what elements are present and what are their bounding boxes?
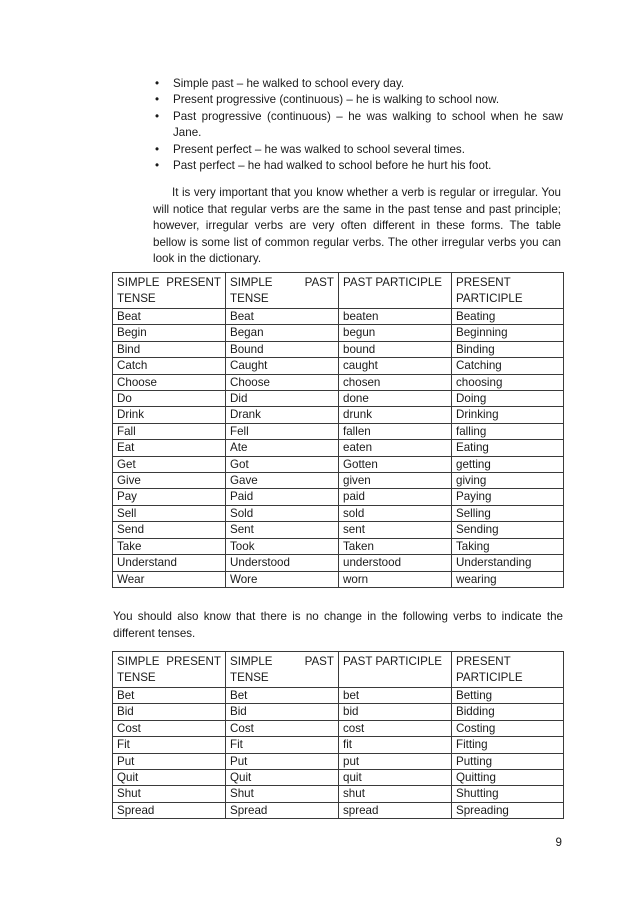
table-cell: Bet [113, 688, 226, 704]
table-row [113, 522, 564, 538]
table-cell: Do [113, 391, 226, 407]
table-cell: drunk [339, 407, 452, 423]
header-simple-present [113, 652, 226, 688]
bullet-text: Past perfect – he had walked to school before he hurt his foot. [173, 159, 492, 173]
header-text: TENSE [117, 671, 156, 684]
header-text: SIMPLE [117, 655, 160, 668]
table-cell: fit [339, 737, 452, 753]
bullet-icon: • [155, 77, 160, 90]
table-cell: Beat [113, 309, 226, 325]
table-cell: Paid [226, 489, 339, 505]
bullet-text: Past progressive (continuous) – he was walking to school when he saw Jane. [173, 109, 563, 140]
bullet-text: Present perfect – he was walked to school several times. [173, 142, 465, 156]
table-row [113, 688, 564, 704]
table-row [113, 358, 564, 374]
table-cell: begun [339, 325, 452, 341]
table-cell: getting [452, 456, 564, 472]
header-text: TENSE [230, 671, 269, 684]
table-row [113, 505, 564, 521]
table-cell: Bid [226, 704, 339, 720]
table-body [113, 688, 564, 819]
table-cell: spread [339, 802, 452, 818]
table-cell: Fitting [452, 737, 564, 753]
table-cell: Betting [452, 688, 564, 704]
table-row [113, 407, 564, 423]
table-cell: shut [339, 786, 452, 802]
bullet-icon: • [155, 159, 160, 173]
table-cell: bet [339, 688, 452, 704]
table-cell: Putting [452, 753, 564, 769]
header-text: PRESENT [456, 276, 511, 289]
table-cell: Catching [452, 358, 564, 374]
bullet-text: Present progressive (continuous) – he is walking to school now. [173, 93, 500, 107]
table-cell: Cost [113, 720, 226, 736]
table-cell: Selling [452, 505, 564, 521]
header-text: SIMPLE [117, 276, 160, 289]
table-cell: Get [113, 456, 226, 472]
table-cell: Put [226, 753, 339, 769]
table-cell: Drink [113, 407, 226, 423]
bullet-text: Simple past – he walked to school every day. [173, 77, 405, 90]
table-cell: Bidding [452, 704, 564, 720]
header-text: PARTICIPLE [456, 671, 523, 684]
table-row [113, 325, 564, 341]
table-cell: Bind [113, 341, 226, 357]
table-cell: bid [339, 704, 452, 720]
table-cell: understood [339, 555, 452, 571]
table-cell: Choose [113, 374, 226, 390]
table-cell: Bound [226, 341, 339, 357]
table-cell: Quit [113, 770, 226, 786]
header-text: PAST PARTICIPLE [343, 276, 443, 289]
table-cell: Did [226, 391, 339, 407]
header-text: SIMPLE [230, 655, 273, 668]
paragraph-text: It is very important that you know whether a verb is regular or irregular. You will notice that regular verbs are the same in the past tense and past principle; however, irregular verbs are very often different in these forms. The table bellow is some list of common regular verbs. The other irregular verbs you can look in the dictionary. [153, 186, 561, 266]
table-cell: put [339, 753, 452, 769]
header-present-participle [452, 273, 564, 309]
table-cell: Fall [113, 423, 226, 439]
table-cell: Drinking [452, 407, 564, 423]
page-number: 9 [555, 836, 562, 849]
table-cell: sold [339, 505, 452, 521]
table-row [113, 374, 564, 390]
bullet-item [153, 109, 563, 142]
table-cell: Shut [226, 786, 339, 802]
header-simple-past [226, 273, 339, 309]
table-row [113, 770, 564, 786]
table-cell: Binding [452, 341, 564, 357]
header-text: SIMPLE [230, 276, 273, 289]
table-row [113, 720, 564, 736]
table-cell: Ate [226, 440, 339, 456]
header-text: PARTICIPLE [456, 292, 523, 305]
table-row [113, 704, 564, 720]
table-row [113, 489, 564, 505]
header-text: PRESENT [166, 655, 221, 668]
table-row [113, 571, 564, 587]
header-past-participle [339, 273, 452, 309]
table-cell: bound [339, 341, 452, 357]
table-row [113, 391, 564, 407]
table-cell: done [339, 391, 452, 407]
unchanged-verbs-table [112, 651, 564, 819]
table-row [113, 538, 564, 554]
table-row [113, 456, 564, 472]
table-cell: Bet [226, 688, 339, 704]
table-cell: Sell [113, 505, 226, 521]
table-cell: Catch [113, 358, 226, 374]
tense-bullet-list [153, 76, 563, 174]
table-row [113, 440, 564, 456]
table-cell: Taking [452, 538, 564, 554]
table-row [113, 341, 564, 357]
table-cell: Fell [226, 423, 339, 439]
table-cell: Taken [339, 538, 452, 554]
table-cell: Gave [226, 473, 339, 489]
table-cell: Give [113, 473, 226, 489]
table-cell: Shutting [452, 786, 564, 802]
table-cell: given [339, 473, 452, 489]
table-row [113, 423, 564, 439]
bullet-icon: • [155, 142, 160, 156]
table-cell: Quitting [452, 770, 564, 786]
table-cell: Gotten [339, 456, 452, 472]
bullet-icon: • [155, 109, 160, 123]
table-cell: Spread [226, 802, 339, 818]
table-cell: Wear [113, 571, 226, 587]
table-cell: Understood [226, 555, 339, 571]
table-cell: Put [113, 753, 226, 769]
table-cell: worn [339, 571, 452, 587]
table-cell: Understanding [452, 555, 564, 571]
bullet-item [153, 158, 563, 174]
table-cell: Spread [113, 802, 226, 818]
table-row [113, 737, 564, 753]
table-row [113, 786, 564, 802]
table-cell: Bid [113, 704, 226, 720]
header-text: TENSE [230, 292, 269, 305]
bullet-icon: • [155, 93, 160, 107]
table-row [113, 753, 564, 769]
table-cell: Fit [226, 737, 339, 753]
table-cell: quit [339, 770, 452, 786]
table-cell: Sending [452, 522, 564, 538]
table-cell: Got [226, 456, 339, 472]
table-cell: Choose [226, 374, 339, 390]
table-cell: Beginning [452, 325, 564, 341]
table-row [113, 802, 564, 818]
table-header-row [113, 652, 564, 688]
table-cell: falling [452, 423, 564, 439]
table-cell: Paying [452, 489, 564, 505]
table-cell: Eat [113, 440, 226, 456]
table-cell: Fit [113, 737, 226, 753]
table-cell: Caught [226, 358, 339, 374]
table-cell: beaten [339, 309, 452, 325]
table-row [113, 555, 564, 571]
header-text: PRESENT [166, 276, 221, 289]
header-text: PAST PARTICIPLE [343, 655, 443, 668]
header-present-participle [452, 652, 564, 688]
table-cell: Shut [113, 786, 226, 802]
table-cell: Take [113, 538, 226, 554]
table-cell: Understand [113, 555, 226, 571]
table-cell: Took [226, 538, 339, 554]
table-row [113, 309, 564, 325]
table-cell: Begin [113, 325, 226, 341]
table-cell: Costing [452, 720, 564, 736]
table-cell: Eating [452, 440, 564, 456]
table-cell: Send [113, 522, 226, 538]
regular-irregular-paragraph [153, 185, 561, 268]
table-cell: paid [339, 489, 452, 505]
table-cell: Sold [226, 505, 339, 521]
table-cell: choosing [452, 374, 564, 390]
bullet-item [153, 142, 563, 158]
table-cell: chosen [339, 374, 452, 390]
header-past-participle [339, 652, 452, 688]
bullet-item [153, 92, 563, 108]
table-cell: Began [226, 325, 339, 341]
header-text: PAST [304, 276, 334, 289]
table-cell: fallen [339, 423, 452, 439]
table-cell: Wore [226, 571, 339, 587]
table-body [113, 309, 564, 588]
header-text: TENSE [117, 292, 156, 305]
table-cell: Cost [226, 720, 339, 736]
table-cell: sent [339, 522, 452, 538]
header-simple-present [113, 273, 226, 309]
table-cell: Pay [113, 489, 226, 505]
bullet-item [153, 76, 563, 92]
table-header-row [113, 273, 564, 309]
table-cell: Sent [226, 522, 339, 538]
table-cell: Beating [452, 309, 564, 325]
irregular-verbs-table [112, 272, 564, 588]
table-cell: caught [339, 358, 452, 374]
table-cell: Spreading [452, 802, 564, 818]
header-simple-past [226, 652, 339, 688]
table-cell: Quit [226, 770, 339, 786]
table-cell: wearing [452, 571, 564, 587]
table-cell: cost [339, 720, 452, 736]
table-cell: eaten [339, 440, 452, 456]
table-cell: giving [452, 473, 564, 489]
table-cell: Doing [452, 391, 564, 407]
table-cell: Drank [226, 407, 339, 423]
no-change-paragraph: You should also know that there is no change in the following verbs to indicate the different tenses. [113, 610, 563, 640]
table-row [113, 473, 564, 489]
header-text: PRESENT [456, 655, 511, 668]
table-cell: Beat [226, 309, 339, 325]
header-text: PAST [304, 655, 334, 668]
